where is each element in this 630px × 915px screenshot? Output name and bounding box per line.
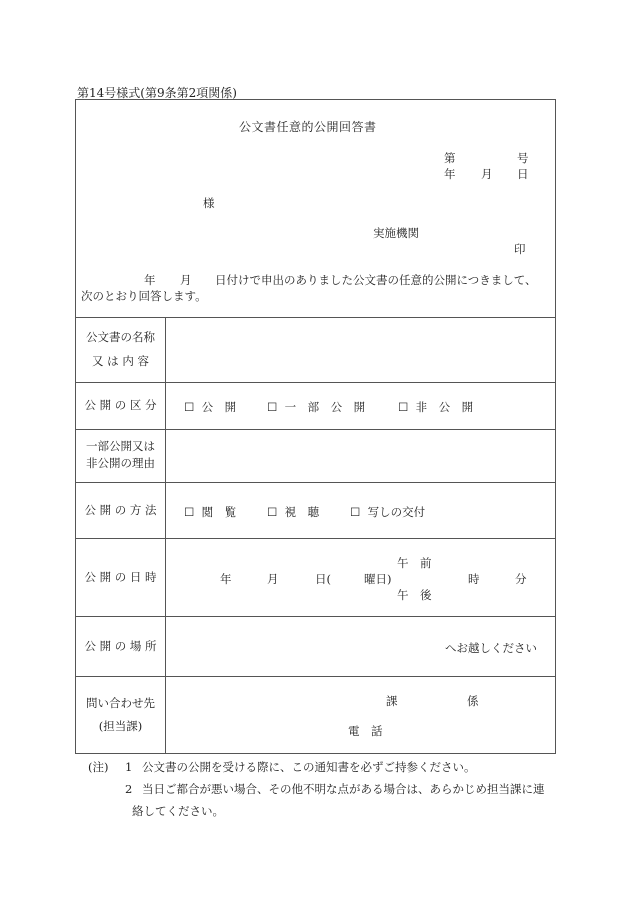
body-text-line2: 次のとおり回答します。 — [81, 289, 207, 303]
contact-phone-label: 電 話 — [348, 724, 383, 738]
checkbox-icon[interactable]: ☐ — [398, 400, 409, 414]
row-place-label: 公 開 の 場 所 — [84, 639, 157, 653]
row-divider — [76, 382, 555, 383]
category-option-nonpublic[interactable] — [398, 399, 473, 415]
method-option-label: 写しの交付 — [367, 505, 426, 519]
category-option-label: 非 公 開 — [415, 400, 474, 414]
method-option-label: 視 聴 — [284, 505, 320, 519]
note-2-text-line2: 絡してください。 — [132, 804, 224, 818]
row-reason-value[interactable] — [166, 430, 555, 482]
row-divider — [76, 482, 555, 483]
row-category-label: 公 開 の 区 分 — [84, 398, 157, 412]
notes-prefix: (注) — [88, 760, 109, 774]
form-frame — [75, 99, 556, 754]
row-place-value[interactable] — [166, 617, 436, 675]
datetime-month: 月 — [267, 572, 279, 586]
row-name-label-2: 又 は 内 容 — [92, 354, 149, 368]
method-option-copy[interactable] — [350, 504, 425, 520]
row-name-label-1: 公文書の名称 — [86, 330, 155, 344]
label-column-divider — [165, 317, 166, 754]
body-year: 年 — [144, 273, 156, 287]
datetime-am[interactable]: 午 前 — [397, 556, 432, 570]
row-method-label: 公 開 の 方 法 — [84, 503, 157, 517]
ref-month: 月 — [481, 167, 493, 181]
checkbox-icon[interactable]: ☐ — [184, 400, 195, 414]
method-option-view[interactable] — [184, 504, 236, 520]
datetime-weekday-close: 曜日) — [364, 572, 392, 586]
method-option-listen[interactable] — [267, 504, 319, 520]
row-divider — [76, 538, 555, 539]
row-contact-label-1: 問い合わせ先 — [86, 696, 155, 710]
row-reason-label-1: 一部公開又は — [86, 439, 155, 453]
checkbox-icon[interactable]: ☐ — [267, 505, 278, 519]
method-option-label: 閲 覧 — [201, 505, 237, 519]
agency-label: 実施機関 — [373, 226, 419, 240]
row-contact-label-2: (担当課) — [98, 719, 143, 733]
checkbox-icon[interactable]: ☐ — [350, 505, 361, 519]
category-option-label: 公 開 — [201, 400, 237, 414]
datetime-day-open: 日( — [315, 572, 331, 586]
row-reason-label-2: 非公開の理由 — [86, 456, 155, 470]
note-1-text: 公文書の公開を受ける際に、この通知書を必ずご持参ください。 — [142, 760, 476, 774]
note-2-number: 2 — [125, 782, 133, 796]
place-suffix: へお越しください — [445, 641, 537, 655]
category-option-public[interactable] — [184, 399, 236, 415]
body-month: 月 — [180, 273, 192, 287]
checkbox-icon[interactable]: ☐ — [267, 400, 278, 414]
datetime-year: 年 — [220, 572, 232, 586]
ref-year: 年 — [444, 167, 456, 181]
row-datetime-label: 公 開 の 日 時 — [84, 570, 157, 584]
category-option-partial[interactable] — [267, 399, 365, 415]
datetime-pm[interactable]: 午 後 — [397, 588, 432, 602]
datetime-minute: 分 — [515, 572, 527, 586]
row-name-value[interactable] — [166, 318, 555, 382]
document-title: 公文書任意的公開回答書 — [239, 120, 377, 134]
ref-dai: 第 — [444, 151, 456, 165]
datetime-hour: 時 — [468, 572, 480, 586]
contact-section: 課 — [386, 694, 398, 708]
addressee-suffix: 様 — [203, 196, 215, 210]
note-1-number: 1 — [125, 760, 133, 774]
checkbox-icon[interactable]: ☐ — [184, 505, 195, 519]
form-number-label: 第14号様式(第9条第2項関係) — [77, 86, 237, 100]
note-2-text-line1: 当日ご都合が悪い場合、その他不明な点がある場合は、あらかじめ担当課に連 — [142, 782, 545, 796]
ref-go: 号 — [517, 151, 529, 165]
category-option-label: 一 部 公 開 — [284, 400, 366, 414]
contact-subsection: 係 — [467, 694, 479, 708]
row-divider — [76, 676, 555, 677]
seal-mark: 印 — [514, 242, 526, 256]
body-text-line1: 日付けで申出のありました公文書の任意的公開につきまして、 — [215, 273, 537, 287]
ref-day: 日 — [517, 167, 529, 181]
